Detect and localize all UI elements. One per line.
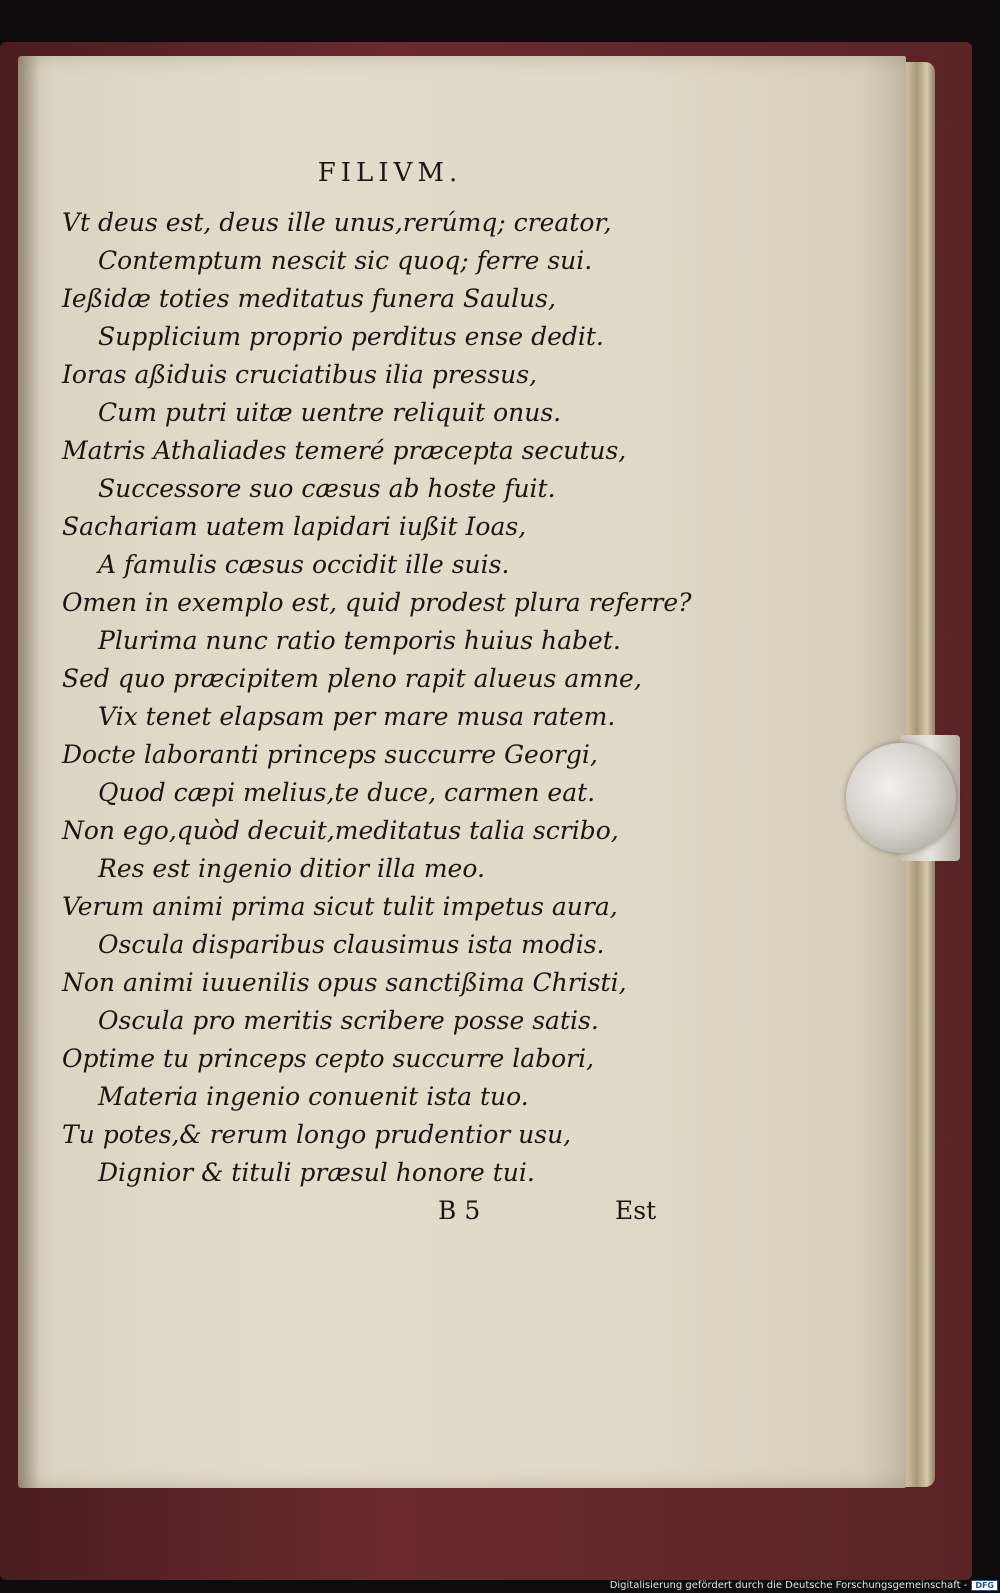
poem-line: Sachariam uatem lapidari iußit Ioas, (62, 512, 527, 541)
poem-line: Tu potes,& rerum longo prudentior usu, (62, 1120, 572, 1149)
credit-text: Digitalisierung gefördert durch die Deutsche Forschungsgemeinschaft - (609, 1580, 968, 1591)
poem-line: Dignior & tituli præsul honore tui. (98, 1158, 535, 1187)
poem-line: Quod cæpi melius,te duce, carmen eat. (98, 778, 596, 807)
poem-line: Ioras aßiduis cruciatibus ilia pressus, (62, 360, 538, 389)
poem-line: Materia ingenio conuenit ista tuo. (98, 1082, 529, 1111)
poem-line: Plurima nunc ratio temporis huius habet. (98, 626, 621, 655)
poem-line: Res est ingenio ditior illa meo. (98, 854, 485, 883)
poem-line: Successore suo cæsus ab hoste fuit. (98, 474, 556, 503)
clasp-weight (846, 743, 956, 853)
poem-line: Supplicium proprio perditus ense dedit. (98, 322, 604, 351)
poem-line: Sed quo præcipitem pleno rapit alueus amne, (62, 664, 642, 693)
poem-line: Matris Athaliades temeré præcepta secutus, (62, 436, 627, 465)
poem-line: Vt deus est, deus ille unus,rerúmq; creator, (62, 208, 612, 237)
poem-line: Omen in exemplo est, quid prodest plura referre? (62, 588, 692, 617)
poem-line: Oscula pro meritis scribere posse satis. (98, 1006, 599, 1035)
poem-line: A famulis cæsus occidit ille suis. (98, 550, 510, 579)
poem-line: Non ego,quòd decuit,meditatus talia scribo, (62, 816, 619, 845)
poem-line: Oscula disparibus clausimus ista modis. (98, 930, 605, 959)
spine-shadow (18, 56, 40, 1488)
poem-line: Optime tu princeps cepto succurre labori, (62, 1044, 595, 1073)
dfg-logo: DFG (971, 1580, 998, 1591)
poem-line: Ießidæ toties meditatus funera Saulus, (62, 284, 556, 313)
poem-line: Vix tenet elapsam per mare musa ratem. (98, 702, 616, 731)
page-heading: FILIVM. (317, 158, 463, 188)
poem-line: Docte laboranti princeps succurre Georgi, (62, 740, 598, 769)
poem-line: Contemptum nescit sic quoq; ferre sui. (98, 246, 593, 275)
signature-mark: B 5 (438, 1196, 481, 1225)
poem-line: Cum putri uitæ uentre reliquit onus. (98, 398, 562, 427)
poem-text (62, 204, 702, 1192)
poem-line: Non animi iuuenilis opus sanctißima Christi, (62, 968, 627, 997)
digitization-credit (610, 1580, 998, 1591)
catchword: Est (615, 1196, 657, 1225)
poem-line: Verum animi prima sicut tulit impetus aura, (62, 892, 618, 921)
